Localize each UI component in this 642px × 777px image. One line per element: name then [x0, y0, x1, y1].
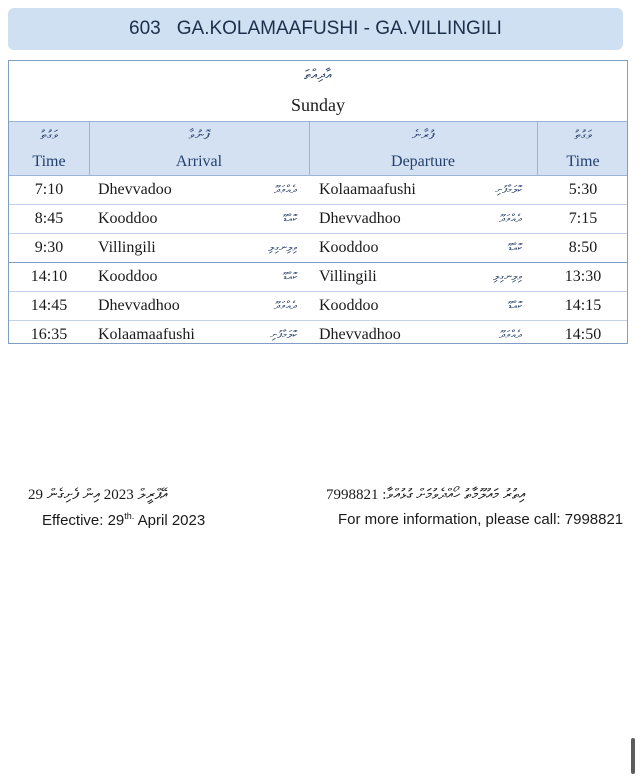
column-arrival: [89, 122, 310, 175]
table-row: [9, 205, 627, 234]
column-departure-time: [537, 122, 629, 175]
departure-island-dhivehi: ވިލިނގިލި: [493, 270, 522, 283]
departure-island: Kooddoo: [319, 239, 379, 256]
arrival-island-dhivehi: ދެއްވަދޫ: [273, 299, 297, 312]
column-header-row: [9, 121, 627, 176]
arrival-time: 14:10: [30, 268, 68, 285]
schedule-rows: [9, 176, 627, 349]
column-label-dhivehi: ވަގުތު: [574, 128, 592, 143]
info-line-dhivehi: އިތުރު މައުލޫމާތު ހޯއްދެވުމަށް ގުޅުއްވާ: 7998821: [326, 487, 526, 503]
column-label-dhivehi: ފޮނުވާ: [188, 128, 210, 143]
column-label-dhivehi: ފުރާނެ: [411, 128, 435, 143]
arrival-island-dhivehi: ކޮއްޑޫ: [283, 270, 297, 283]
departure-island: Kooddoo: [319, 297, 379, 314]
arrival-island: Kooddoo: [98, 210, 158, 227]
arrival-island-dhivehi: ވިލިނގިލި: [268, 241, 297, 254]
arrival-island: Dhevvadhoo: [98, 297, 180, 314]
day-label-dhivehi: އާދިއްތަ: [304, 67, 332, 83]
departure-island: Kolaamaafushi: [319, 181, 416, 198]
departure-island: Villingili: [319, 268, 377, 285]
effective-month-year: April 2023: [137, 512, 206, 529]
column-arrival-time: [9, 122, 90, 175]
column-label: Time: [32, 153, 66, 170]
arrival-island: Kooddoo: [98, 268, 158, 285]
table-row: [9, 234, 627, 263]
column-label: Departure: [391, 153, 455, 170]
route-title-bar: [8, 8, 623, 50]
column-label: Arrival: [175, 153, 223, 170]
departure-island-dhivehi: ކޮލަމާފުށި: [495, 183, 522, 196]
departure-time: 5:30: [568, 181, 598, 198]
table-row: [9, 263, 627, 292]
day-label: Sunday: [291, 95, 345, 115]
info-line: For more information, please call: 7998821: [338, 511, 624, 528]
departure-island-dhivehi: ދެއްވަދޫ: [498, 328, 522, 341]
route-name: GA.KOLAMAAFUSHI - GA.VILLINGILI: [176, 18, 502, 39]
departure-time: 7:15: [568, 210, 598, 227]
table-row: [9, 321, 627, 349]
arrival-time: 16:35: [30, 326, 68, 343]
departure-island-dhivehi: ދެއްވަދޫ: [498, 212, 522, 225]
departure-island: Dhevvadhoo: [319, 326, 401, 343]
table-row: [9, 292, 627, 321]
effective-label: Effective:: [42, 512, 104, 529]
arrival-time: 9:30: [34, 239, 64, 256]
column-label-dhivehi: ވަގުތު: [40, 128, 58, 143]
day-header: [9, 61, 627, 121]
schedule-table: [8, 60, 628, 344]
arrival-time: 14:45: [30, 297, 68, 314]
table-row: [9, 176, 627, 205]
departure-island-dhivehi: ކޮއްޑޫ: [508, 241, 522, 254]
arrival-island-dhivehi: ކޮލަމާފުށި: [270, 328, 297, 341]
arrival-island: Dhevvadoo: [98, 181, 172, 198]
effective-day-suffix: th.: [124, 511, 135, 521]
departure-time: 14:50: [564, 326, 602, 343]
arrival-island: Villingili: [98, 239, 156, 256]
effective-date: [42, 511, 205, 529]
arrival-time: 8:45: [34, 210, 64, 227]
arrival-island: Kolaamaafushi: [98, 326, 195, 343]
departure-island-dhivehi: ކޮއްޑޫ: [508, 299, 522, 312]
arrival-island-dhivehi: ދެއްވަދޫ: [273, 183, 297, 196]
arrival-island-dhivehi: ކޮއްޑޫ: [283, 212, 297, 225]
departure-time: 14:15: [564, 297, 602, 314]
column-departure: [309, 122, 538, 175]
departure-island: Dhevvadhoo: [319, 210, 401, 227]
scroll-indicator[interactable]: [631, 738, 635, 774]
departure-time: 8:50: [568, 239, 598, 256]
route-number: 603: [129, 18, 161, 39]
effective-date-dhivehi: 29 އޭޕްރީލް 2023 އިން ފެށިގެން: [28, 487, 168, 503]
effective-day: 29: [107, 512, 125, 529]
arrival-time: 7:10: [34, 181, 64, 198]
column-label: Time: [566, 153, 600, 170]
departure-time: 13:30: [564, 268, 602, 285]
